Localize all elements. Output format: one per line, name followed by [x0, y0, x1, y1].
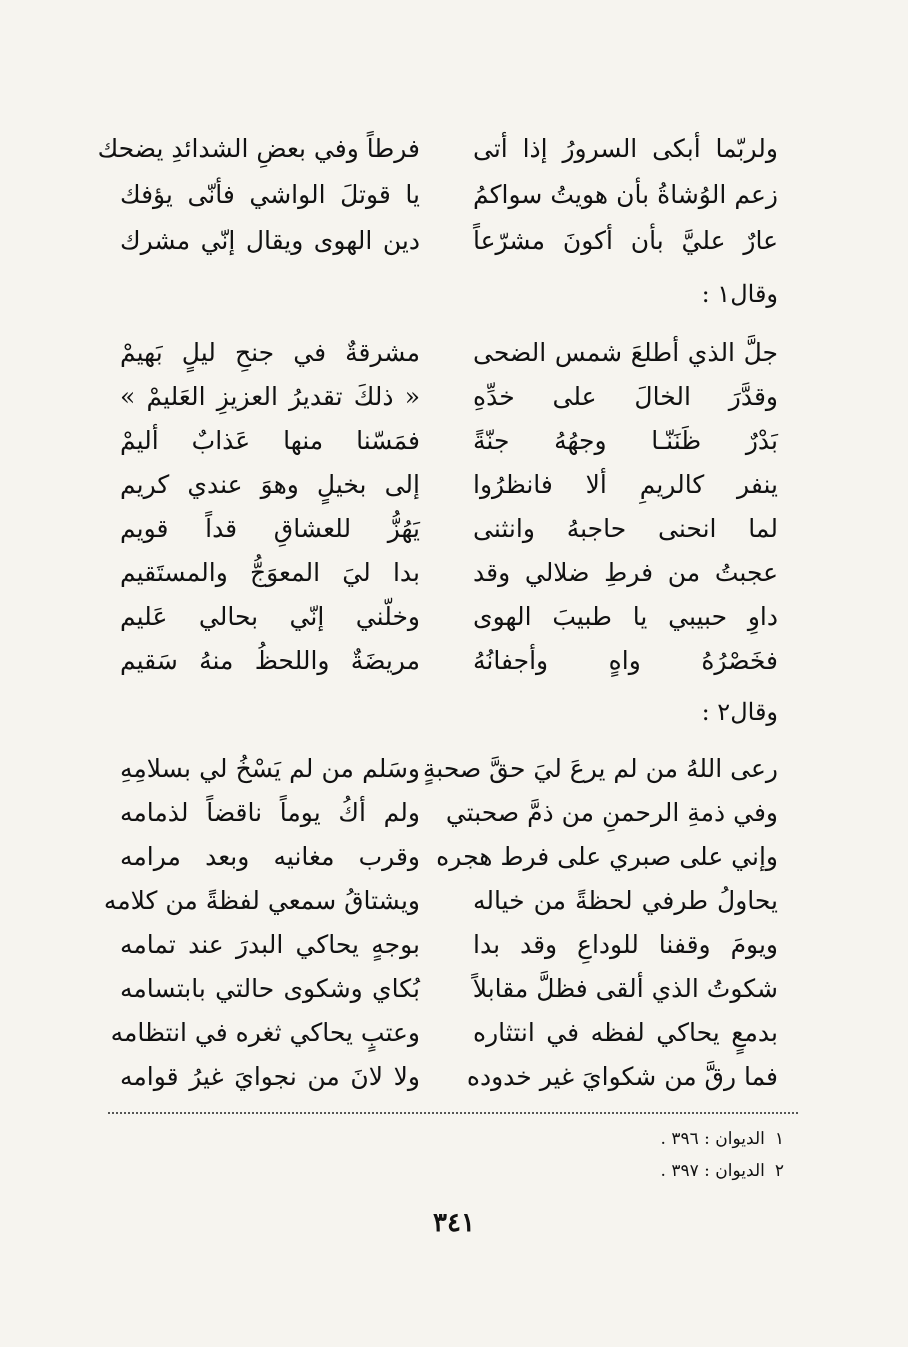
- verse-line: [110, 1010, 778, 1056]
- footnote-separator: [108, 1112, 798, 1114]
- verse-second-hemistich: إلى بخيلٍ وهوَ عندي كريم: [120, 470, 420, 499]
- verse-first-hemistich: لما انحنى حاجبهُ وانثنى: [473, 514, 778, 543]
- footnote-number: ١: [774, 1129, 784, 1149]
- verse-second-hemistich: مشرقةٌ في جنحِ ليلٍ بَهيمْ: [120, 338, 420, 367]
- verse-line: [120, 594, 778, 640]
- verse-line: [120, 550, 778, 596]
- verse-first-hemistich: ولربّما أبكى السرورُ إذا أتى: [473, 134, 778, 163]
- verse-first-hemistich: بَدْرٌ ظَنَنّـا وجهُهُ جنّةً: [473, 426, 778, 455]
- footnote-number: ٢: [774, 1161, 784, 1181]
- verse-first-hemistich: ينفر كالريمِ ألا فانظرُوا: [473, 470, 778, 499]
- verse-second-hemistich: بوجهٍ يحاكي البدرَ عند تمامه: [120, 930, 420, 959]
- verse-second-hemistich: وعتبٍ يحاكي ثغره في انتظامه: [110, 1018, 420, 1047]
- verse-first-hemistich: داوِ حبيبي يا طبيبَ الهوى: [473, 602, 778, 631]
- verse-second-hemistich: وقرب مغانيه وبعد مرامه: [120, 842, 420, 871]
- verse-line: [120, 418, 778, 464]
- verse-second-hemistich: بُكاي وشكوى حالتي بابتسامه: [120, 974, 420, 1003]
- verse-line: [120, 506, 778, 552]
- verse-second-hemistich: يا قوتلَ الواشي فأنّى يؤفك: [120, 180, 420, 209]
- verse-line: [120, 172, 778, 218]
- footnote: [651, 1156, 784, 1186]
- verse-first-hemistich: ويومَ وقفنا للوداعِ وقد بدا: [473, 930, 778, 959]
- verse-line: [120, 1054, 778, 1100]
- verse-second-hemistich: فرطاً وفي بعضِ الشدائدِ يضحك: [97, 134, 420, 163]
- poem-intro: وقال٢ :: [701, 698, 778, 726]
- verse-first-hemistich: فما رقَّ من شكوايَ غير خدوده: [466, 1062, 778, 1091]
- verse-first-hemistich: زعم الوُشاةُ بأن هويتُ سواكمُ: [473, 180, 778, 209]
- verse-first-hemistich: وإني على صبري على فرط هجره: [436, 842, 778, 871]
- verse-line: [120, 374, 778, 420]
- verse-second-hemistich: ولم أكُ يوماً ناقضاً لذمامه: [120, 798, 420, 827]
- poem-intro: وقال١ :: [701, 280, 778, 308]
- verse-line: [120, 746, 778, 792]
- verse-line: [120, 834, 778, 880]
- verse-line: [103, 878, 778, 924]
- verse-first-hemistich: وفي ذمةِ الرحمنِ من ذمَّ صحبتي: [445, 798, 778, 827]
- verse-first-hemistich: يحاولُ طرفي لحظةً من خياله: [473, 886, 778, 915]
- verse-line: [120, 922, 778, 968]
- verse-first-hemistich: عارٌ عليَّ بأن أكونَ مشرّعاً: [473, 226, 778, 255]
- verse-first-hemistich: رعى اللهُ من لم يرعَ ليَ حقَّ صحبةٍ: [422, 754, 778, 783]
- verse-line: [120, 790, 778, 836]
- footnote-text: الديوان : ٣٩٧ .: [660, 1161, 765, 1181]
- verse-first-hemistich: شكوتُ الذي ألقى فظلَّ مقابلاً: [472, 974, 778, 1003]
- footnote-text: الديوان : ٣٩٦ .: [660, 1129, 765, 1149]
- verse-second-hemistich: وسَلم من لم يَسْخُ لي بسلامِهِ: [120, 754, 420, 783]
- verse-line: [120, 966, 778, 1012]
- verse-first-hemistich: عجبتُ من فرطِ ضلالي وقد: [473, 558, 778, 587]
- verse-second-hemistich: دين الهوى ويقال إنّي مشرك: [120, 226, 420, 255]
- verse-first-hemistich: جلَّ الذي أطلعَ شمس الضحى: [473, 338, 778, 367]
- footnote: [651, 1124, 784, 1154]
- verse-second-hemistich: يَهُزُّ للعشاقِ قداً قويم: [120, 514, 420, 543]
- verse-second-hemistich: ولا لانَ من نجوايَ غيرُ قوامه: [120, 1062, 420, 1091]
- verse-line: [120, 218, 778, 264]
- verse-line: [120, 330, 778, 376]
- verse-line: [120, 638, 778, 684]
- verse-first-hemistich: فخَصْرُهُ واهٍ وأجفانُهُ: [473, 646, 778, 675]
- verse-line: [120, 462, 778, 508]
- verse-second-hemistich: فمَسّنا منها عَذابٌ أليمْ: [120, 426, 420, 455]
- verse-second-hemistich: ويشتاقُ سمعي لفظةً من كلامه: [103, 886, 420, 915]
- verse-second-hemistich: بدا ليَ المعوَجُّ والمستَقيم: [120, 558, 420, 587]
- verse-first-hemistich: وقدَّرَ الخالَ على خدِّهِ: [473, 382, 778, 411]
- verse-second-hemistich: وخلّني إنّي بحالي عَليم: [120, 602, 420, 631]
- page-number: ٣٤١: [433, 1208, 475, 1238]
- verse-second-hemistich: مريضَةٌ واللحظُ منهُ سَقيم: [120, 646, 420, 675]
- verse-first-hemistich: بدمعٍ يحاكي لفظه في انتثاره: [473, 1018, 778, 1047]
- verse-line: [97, 126, 778, 172]
- verse-second-hemistich: « ذلكَ تقديرُ العزيزِ العَليمْ »: [120, 382, 420, 411]
